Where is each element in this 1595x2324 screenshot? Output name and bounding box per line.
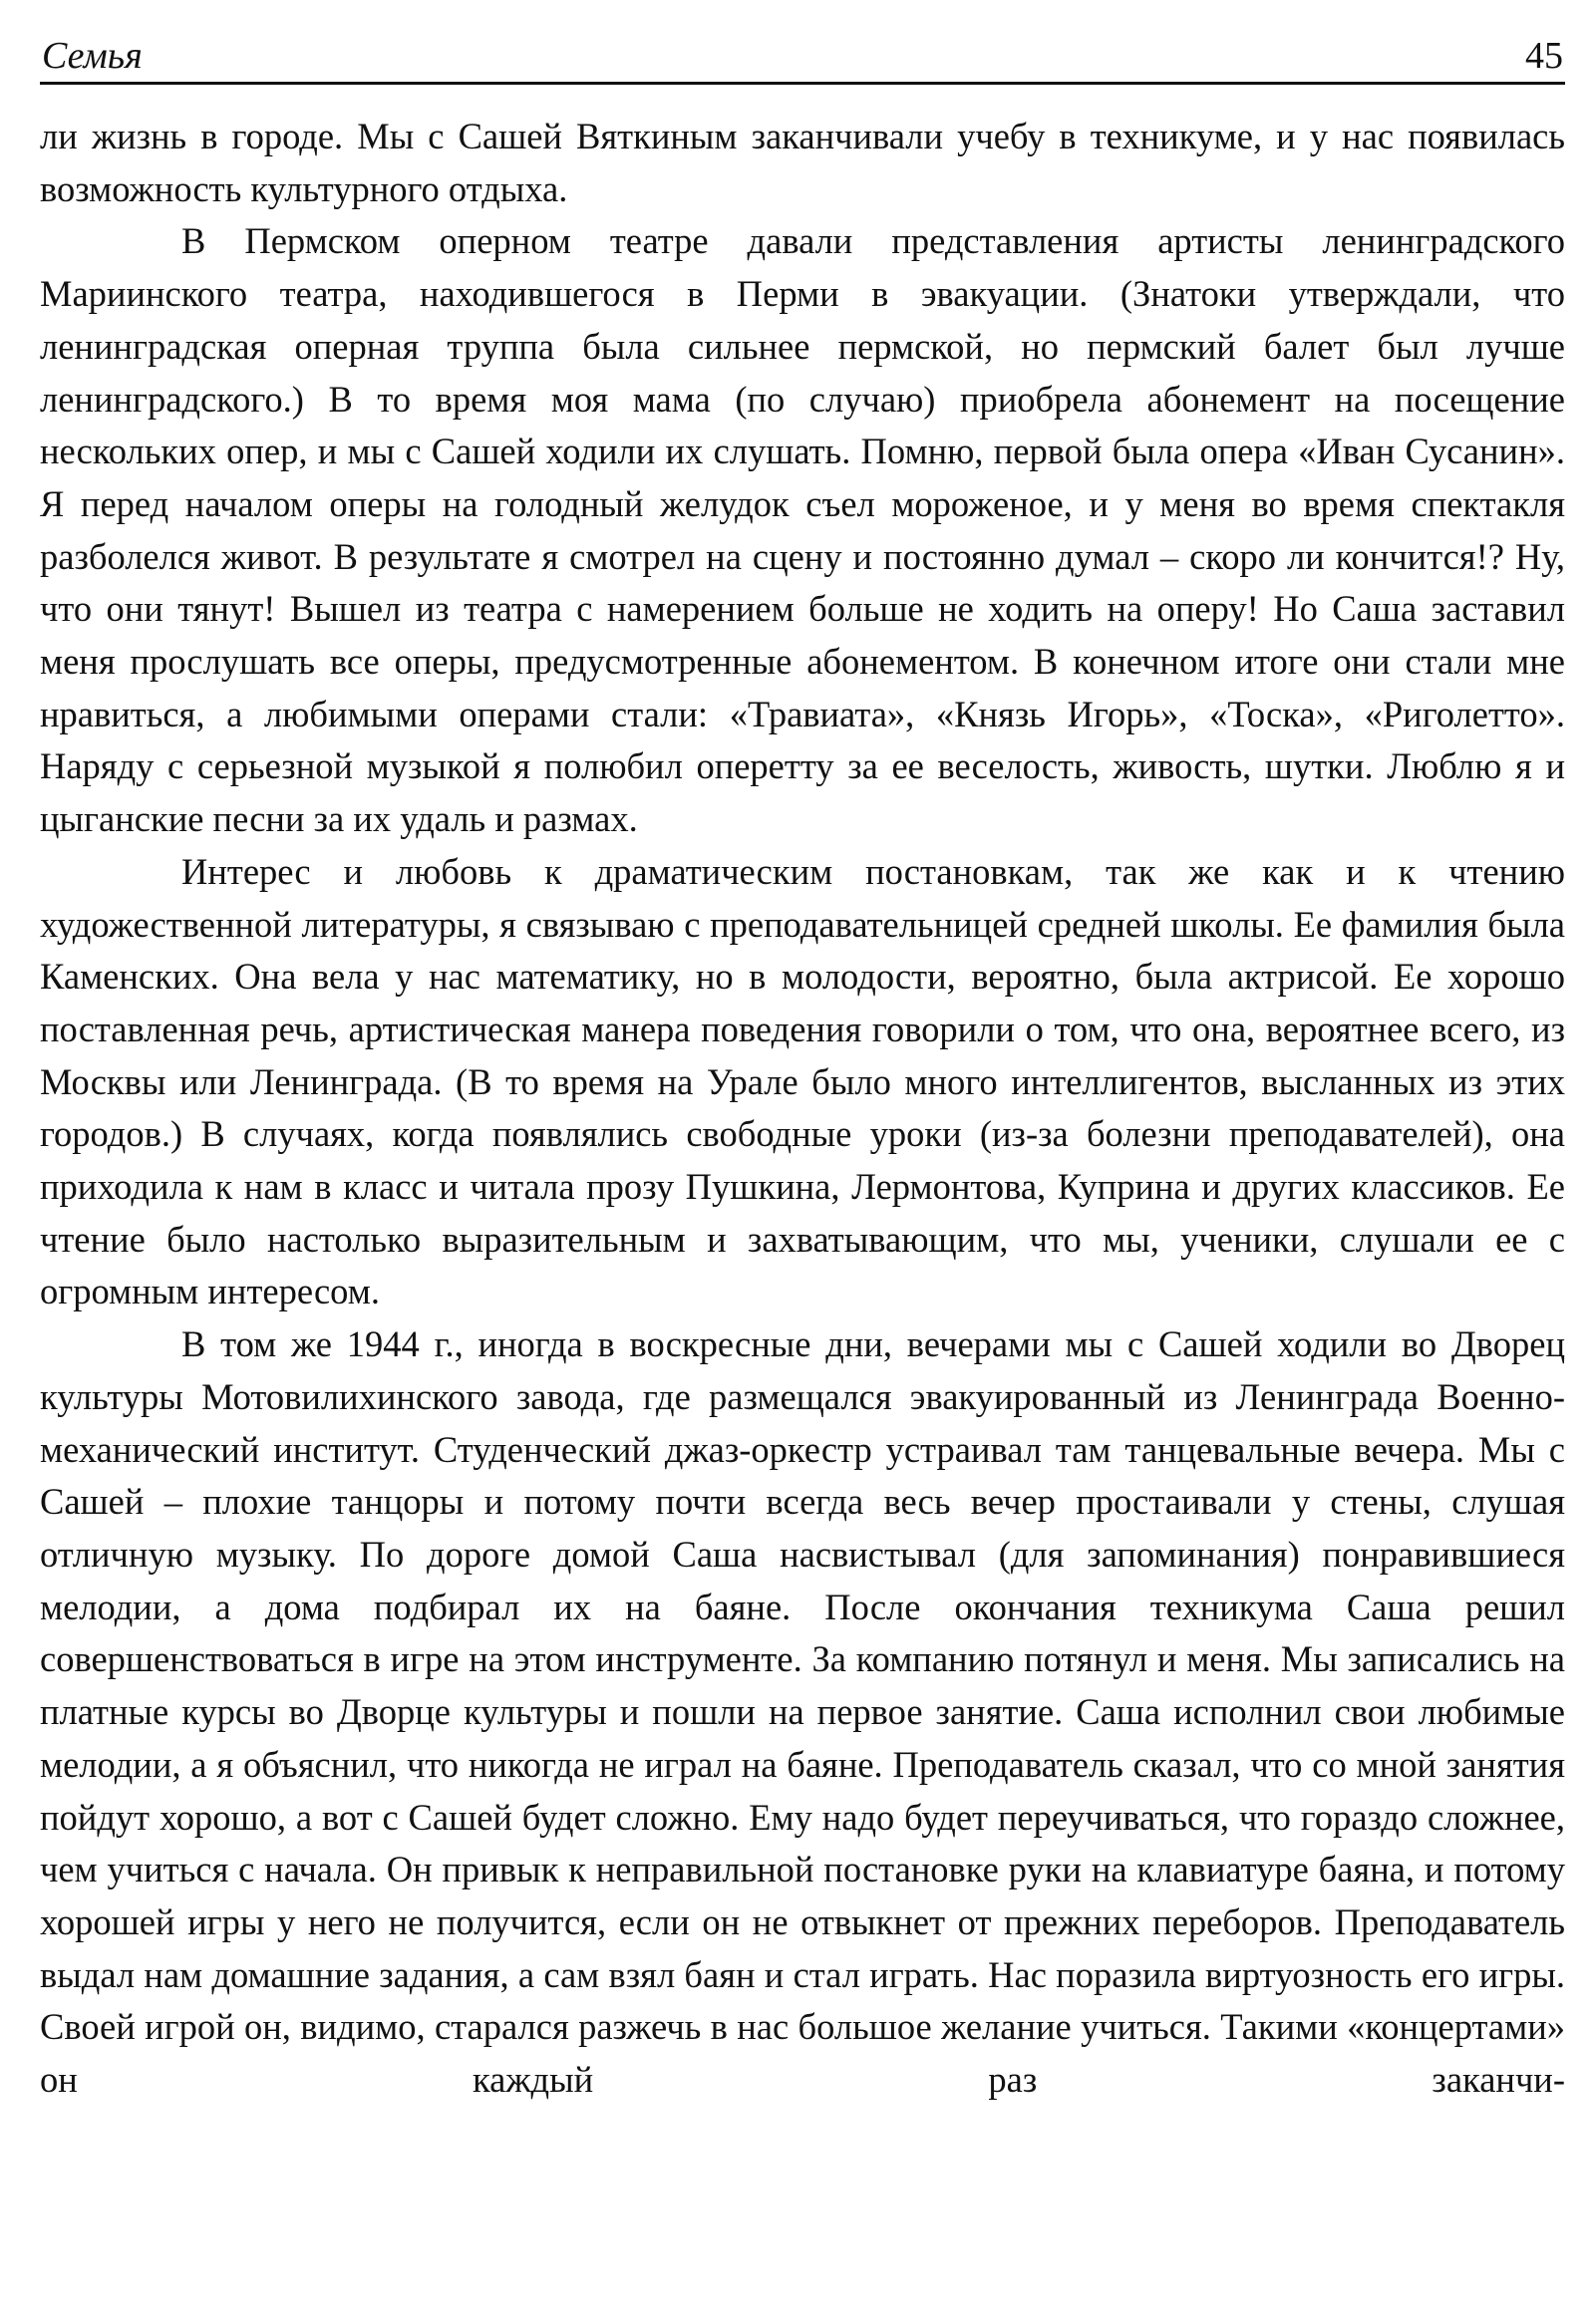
- body-text: [40, 111, 1565, 2107]
- book-page: [40, 30, 1565, 2107]
- page-number: 45: [1525, 35, 1563, 77]
- paragraph-2: В Пермском оперном театре давали представления артисты ленинградского Мариинского театра, находившегося в Перми в эвакуации. (Знатоки утверждали, что ленинградская оперная труппа была сильнее пермской, но пермский балет был лучше ленинградского.) В то время моя мама (по случаю) приобрела абонемент на посещение нескольких опер, и мы с Сашей ходили их слушать. Помню, первой была опера «Иван Сусанин». Я перед началом оперы на голодный желудок съел мороженое, и у меня во время спектакля разболелся живот. В результате я смотрел на сцену и постоянно думал – скоро ли кончится!? Ну, что они тянут! Вышел из театра с намерением больше не ходить на оперу! Но Саша заставил меня прослушать все оперы, предусмотренные абонементом. В конечном итоге они стали мне нравиться, а любимыми операми стали: «Травиата», «Князь Игорь», «Тоска», «Риголетто». Наряду с серьезной музыкой я полюбил оперетту за ее веселость, живость, шутки. Люблю я и цыганские песни за их удаль и размах.: [40, 220, 1565, 840]
- paragraph-4: В том же 1944 г., иногда в воскресные дни, вечерами мы с Сашей ходили во Дворец культуры Мотовилихинского завода, где размещался эвакуированный из Ленинграда Военно-механический институт. Студенческий джаз-оркестр устраивал там танцевальные вечера. Мы с Сашей – плохие танцоры и потому почти всегда весь вечер простаивали у стены, слушая отличную музыку. По дороге домой Саша насвистывал (для запоминания) понравившиеся мелодии, а дома подбирал их на баяне. После окончания техникума Саша решил совершенствоваться в игре на этом инструменте. За компанию потянул и меня. Мы записались на платные курсы во Дворце культуры и пошли на первое занятие. Саша исполнил свои любимые мелодии, а я объяснил, что никогда не играл на баяне. Преподаватель сказал, что со мной занятия пойдут хорошо, а вот с Сашей будет сложно. Ему надо будет переучиваться, что гораздо сложнее, чем учиться с начала. Он привык к неправильной постановке руки на клавиатуре баяна, и потому хорошей игры у него не получится, если он не отвыкнет от прежних переборов. Преподаватель выдал нам домашние задания, а сам взял баян и стал играть. Нас поразила виртуозность его игры. Своей игрой он, видимо, старался разжечь в нас большое желание учиться. Такими «концертами» он каждый раз заканчи-: [40, 1323, 1565, 2101]
- paragraph-1: ли жизнь в городе. Мы с Сашей Вяткиным заканчивали учебу в техникуме, и у нас появилась возможность культурного отдыха.: [40, 116, 1565, 209]
- paragraph-3: Интерес и любовь к драматическим постановкам, так же как и к чтению художественной литературы, я связываю с преподавательницей средней школы. Ее фамилия была Каменских. Она вела у нас математику, но в молодости, вероятно, была актрисой. Ее хорошо поставленная речь, артистическая манера поведения говорили о том, что она, вероятнее всего, из Москвы или Ленинграда. (В то время на Урале было много интеллигентов, высланных из этих городов.) В случаях, когда появлялись свободные уроки (из-за болезни преподавателей), она приходила к нам в класс и читала прозу Пушкина, Лермонтова, Куприна и других классиков. Ее чтение было настолько выразительным и захватывающим, что мы, ученики, слушали ее с огромным интересом.: [40, 850, 1565, 1312]
- running-header: [40, 30, 1565, 85]
- chapter-title: Семья: [42, 35, 143, 77]
